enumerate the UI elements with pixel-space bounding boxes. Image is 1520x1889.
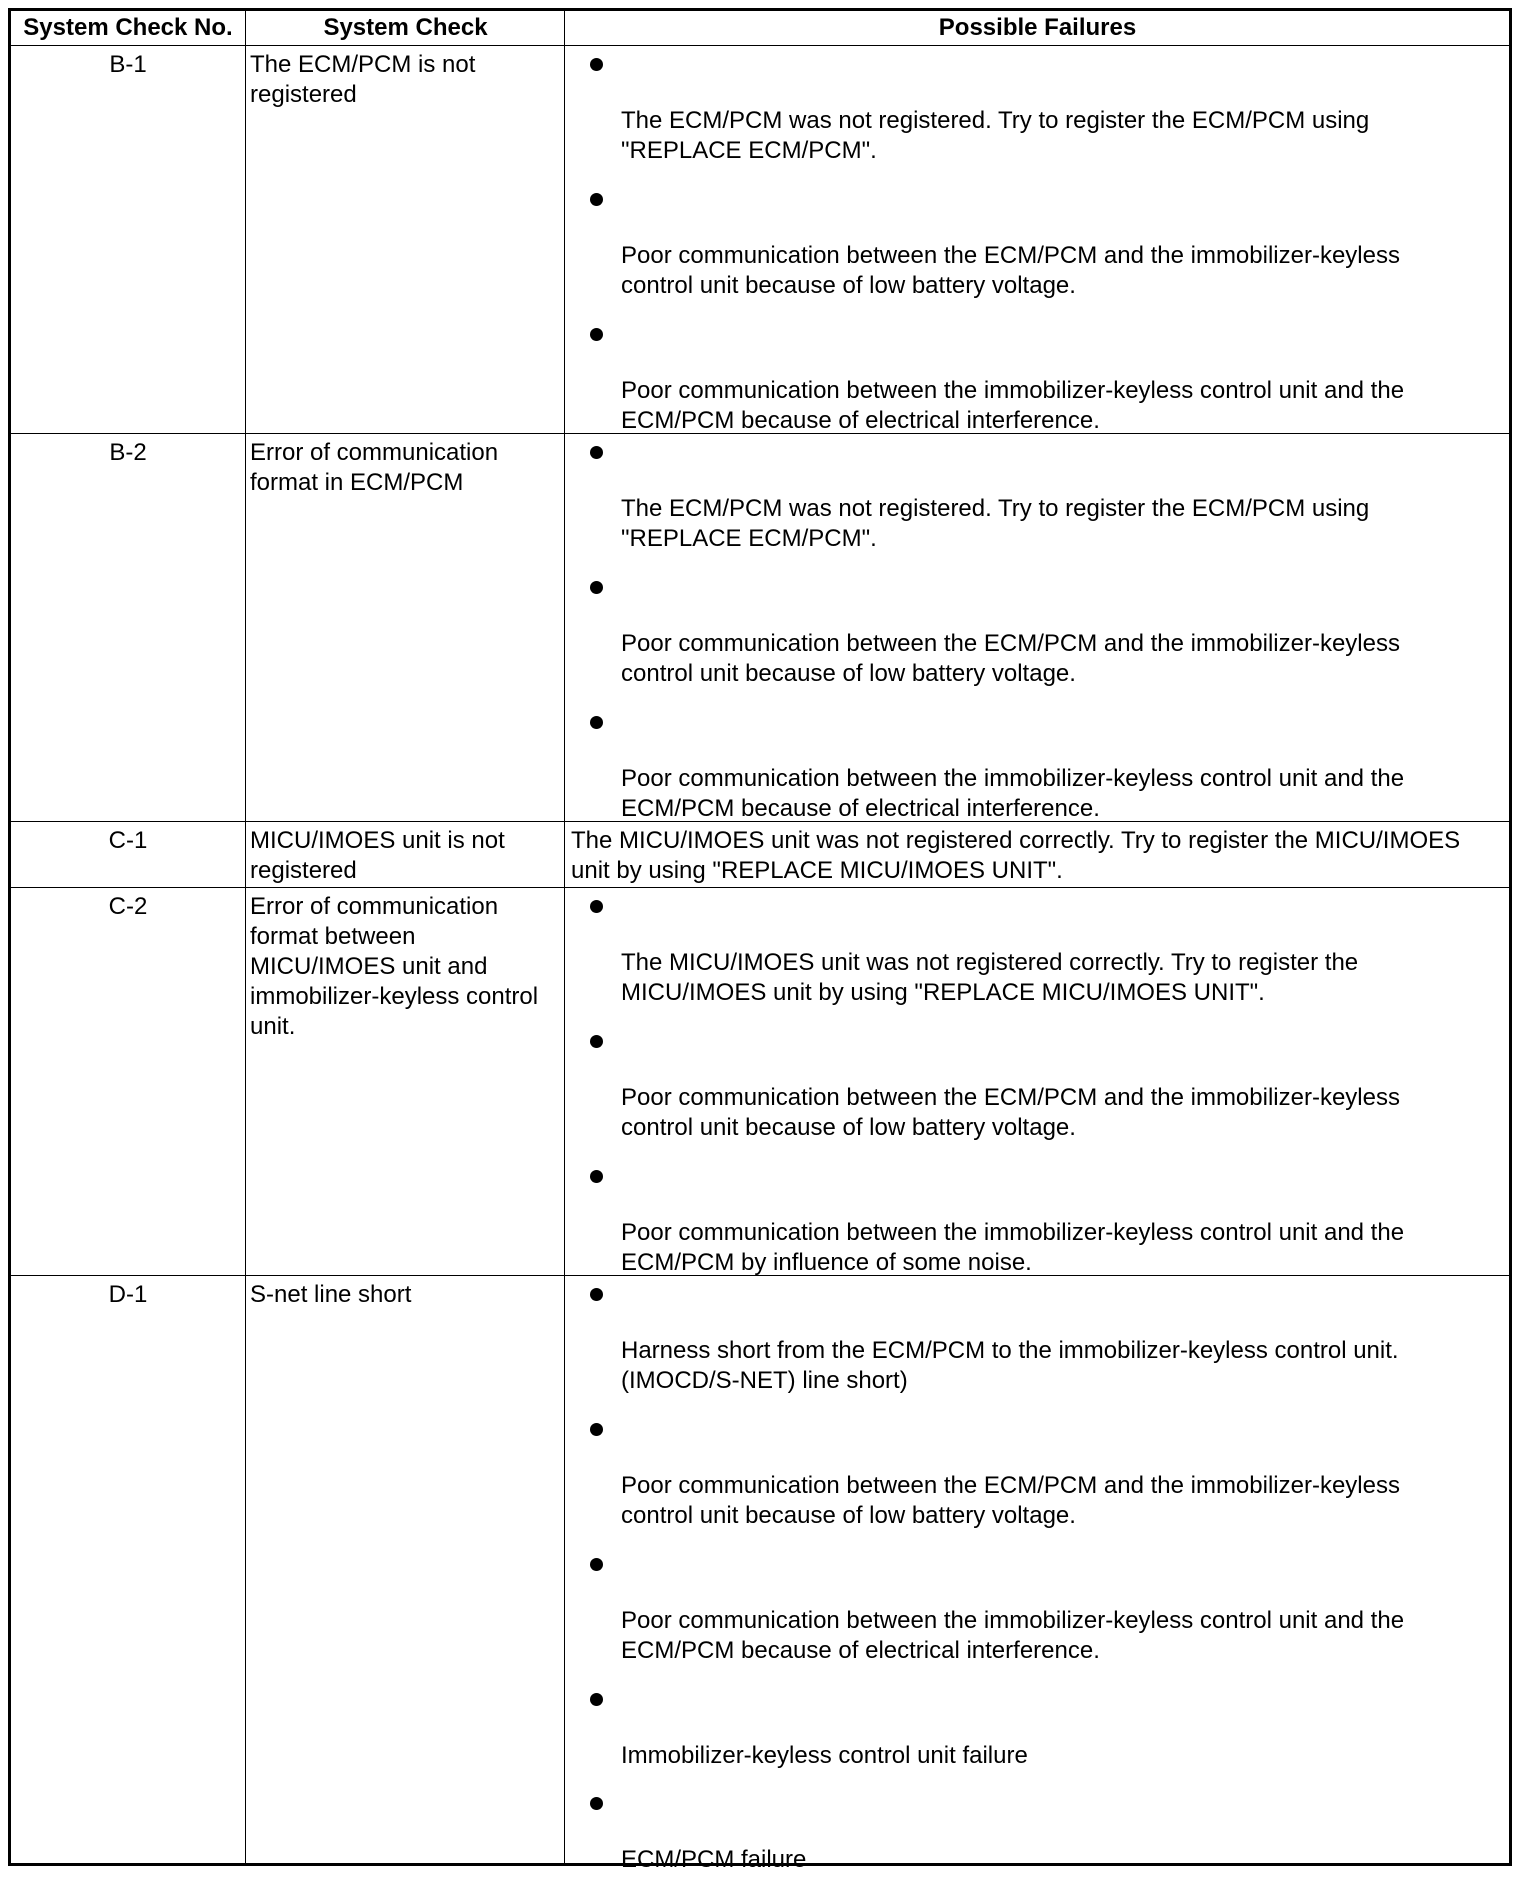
system-check: Error of communication format in ECM/PCM — [250, 439, 499, 496]
bullet-icon — [590, 1558, 603, 1571]
bullet-icon — [590, 900, 603, 913]
header-system-check: System Check — [323, 14, 488, 41]
header-possible-failures: Possible Failures — [938, 14, 1137, 41]
system-check: S-net line short — [250, 1281, 412, 1308]
bullet-icon — [590, 193, 603, 206]
failure-item: Poor communication between the ECM/PCM and the immobilizer-keyless control unit because of low battery voltage. — [568, 1411, 1505, 1546]
system-check-no: C-1 — [108, 827, 148, 854]
bullet-icon — [590, 1288, 603, 1301]
system-check-no: D-1 — [108, 1281, 148, 1308]
failure-item: Harness short from the ECM/PCM to the immobilizer-keyless control unit. (IMOCD/S-NET) line short) — [568, 1276, 1505, 1411]
bullet-icon — [590, 581, 603, 594]
failure-item: Poor communication between the immobilizer-keyless control unit and the ECM/PCM because of electrical interference. — [568, 704, 1505, 839]
possible-failures — [568, 46, 1505, 451]
bullet-icon — [590, 446, 603, 459]
bullet-icon — [590, 58, 603, 71]
failure-item: Poor communication between the ECM/PCM and the immobilizer-keyless control unit because of low battery voltage. — [568, 181, 1505, 316]
system-check-no: B-1 — [109, 51, 147, 78]
header-system-check-no: System Check No. — [23, 14, 233, 41]
table-row — [11, 822, 1509, 888]
failure-item: Poor communication between the immobilizer-keyless control unit and the ECM/PCM by influence of some noise. — [568, 1158, 1505, 1293]
table-row — [11, 888, 1509, 1276]
failure-item: Poor communication between the ECM/PCM and the immobilizer-keyless control unit because of low battery voltage. — [568, 1023, 1505, 1158]
bullet-icon — [590, 1170, 603, 1183]
failure-item: Immobilizer-keyless control unit failure — [568, 1681, 1505, 1785]
bullet-icon — [590, 1035, 603, 1048]
system-check: Error of communication format between MICU/IMOES unit and immobilizer-keyless control unit. — [250, 893, 539, 1040]
failure-item: The ECM/PCM was not registered. Try to register the ECM/PCM using "REPLACE ECM/PCM". — [568, 46, 1505, 181]
bullet-icon — [590, 1797, 603, 1810]
possible-failures — [568, 888, 1505, 1293]
system-check: The ECM/PCM is not registered — [250, 51, 476, 108]
system-check: MICU/IMOES unit is not registered — [250, 827, 505, 884]
system-check-table — [8, 8, 1512, 1873]
table-row — [11, 434, 1509, 822]
failure-item: The ECM/PCM was not registered. Try to register the ECM/PCM using "REPLACE ECM/PCM". — [568, 434, 1505, 569]
failure-item: Poor communication between the ECM/PCM and the immobilizer-keyless control unit because of low battery voltage. — [568, 569, 1505, 704]
possible-failures — [568, 1276, 1505, 1889]
bullet-icon — [590, 716, 603, 729]
failure-item: The MICU/IMOES unit was not registered correctly. Try to register the MICU/IMOES unit by using "REPLACE MICU/IMOES UNIT". — [568, 888, 1505, 1023]
table-row — [11, 46, 1509, 434]
bullet-icon — [590, 328, 603, 341]
table-header — [11, 11, 1509, 46]
bullet-icon — [590, 1423, 603, 1436]
failure-item: Poor communication between the immobilizer-keyless control unit and the ECM/PCM because of electrical interference. — [568, 1546, 1505, 1681]
system-check-no: B-2 — [109, 439, 147, 466]
table-row — [11, 1276, 1509, 1873]
system-check-no: C-2 — [108, 893, 148, 920]
bullet-icon — [590, 1693, 603, 1706]
failure-item: ECM/PCM failure — [568, 1785, 1505, 1889]
possible-failures — [568, 434, 1505, 839]
failure-item: Poor communication between the immobilizer-keyless control unit and the ECM/PCM because of electrical interference. — [568, 316, 1505, 451]
failure-text: The MICU/IMOES unit was not registered correctly. Try to register the MICU/IMOES unit by using "REPLACE MICU/IMOES UNIT". — [571, 827, 1461, 884]
